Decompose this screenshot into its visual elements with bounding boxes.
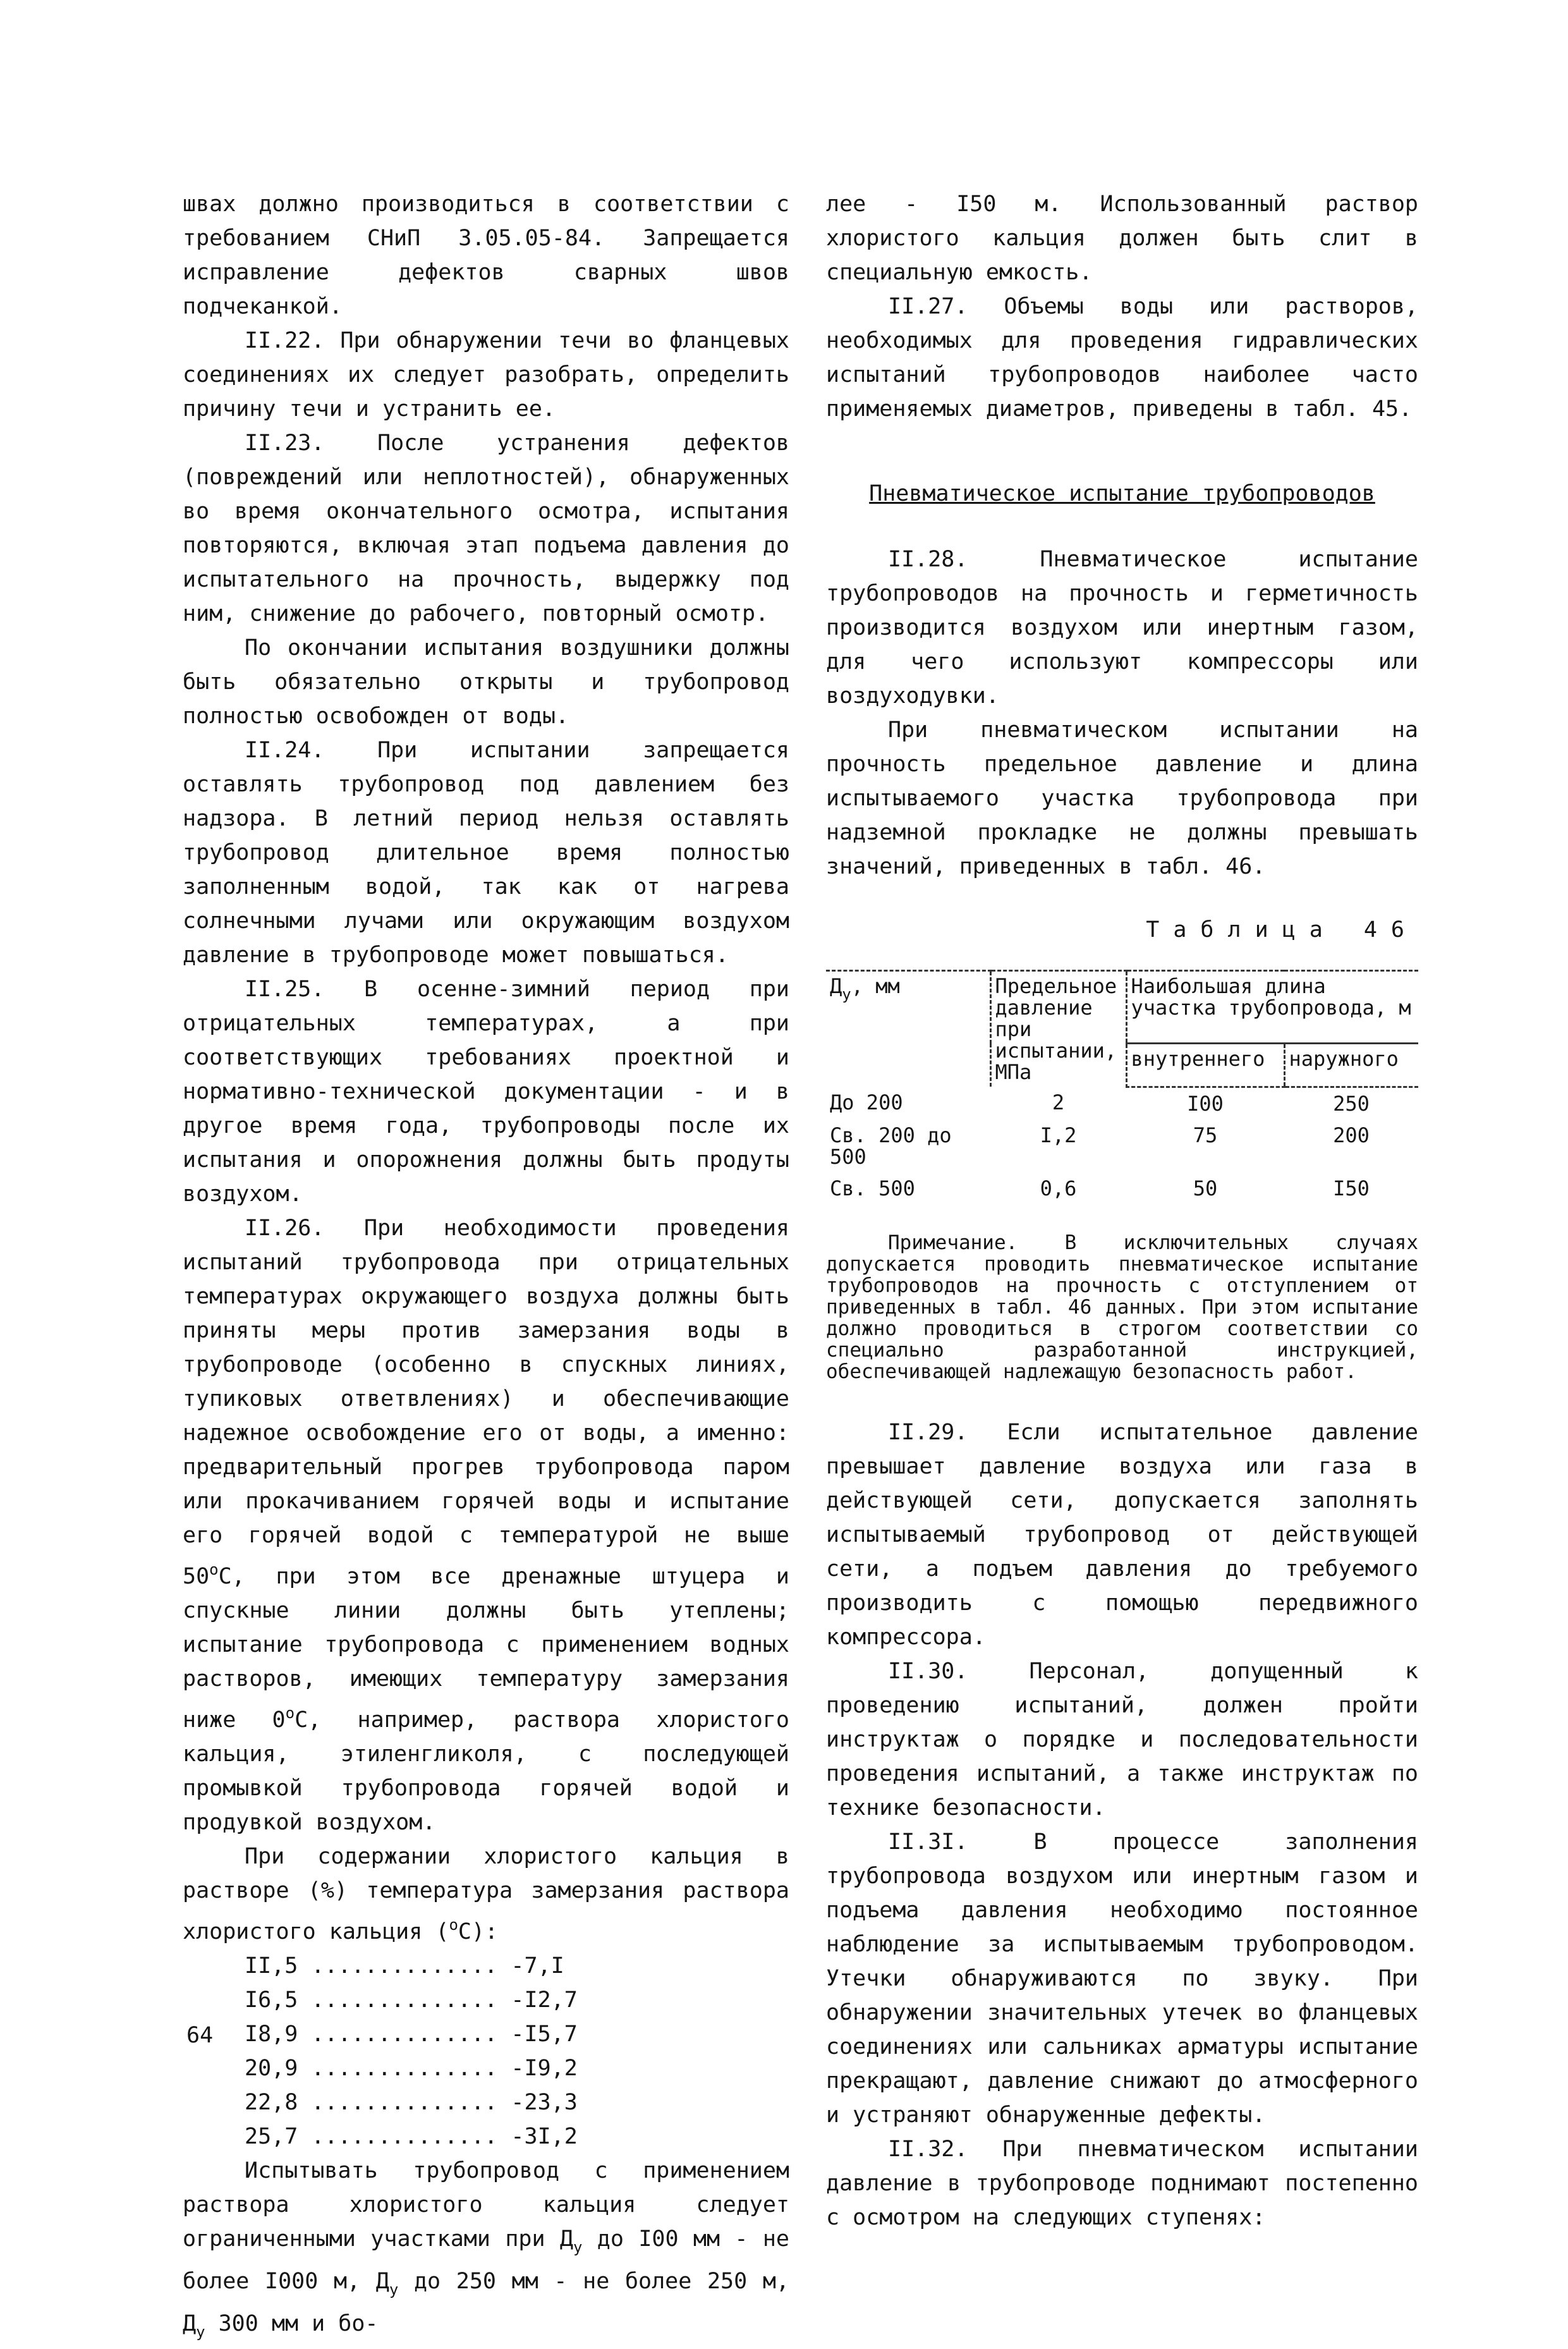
paragraph-11-22: II.22. При обнаружении течи во фланцевых соединениях их следует разобрать, определить причину течи и устранить ее. bbox=[183, 328, 789, 422]
p26-text-b: С, при этом все дренажные штуцера и спускные линии должны быть утеплены; испытание трубопровода с применением водных растворов, имеющих температуру замерзания ниже 0 bbox=[183, 1564, 789, 1733]
table-row: Св. 500 0,6 50 I50 bbox=[830, 1176, 1370, 1200]
subscript-y: у bbox=[573, 2238, 583, 2256]
list-item: 20,9 .............. -I9,2 bbox=[245, 2056, 578, 2081]
table-note: Примечание. В исключительных случаях допускается проводить пневматическое испытание трубопроводов на прочность с отступлением от приведенных в табл. 46 данных. При этом испытание должно проводиться в строгом соответствии со специально разработанной инструкцией, обеспечивающей надлежащую безопасность работ. bbox=[826, 1231, 1418, 1383]
degree-sign: о bbox=[285, 1704, 295, 1722]
freeze-text-a: При содержании хлористого кальция в растворе (%) температура замерзания раствора хлористого кальция ( bbox=[183, 1844, 789, 1944]
paragraph-pressure-limits: При пневматическом испытании на прочность предельное давление и длина испытываемого участка трубопровода при надземной прокладке не должны превышать значений, приведенных в табл. 46. bbox=[826, 717, 1418, 879]
list-item: I6,5 .............. -I2,7 bbox=[245, 1987, 578, 2013]
list-item: I8,9 .............. -I5,7 bbox=[245, 2022, 578, 2047]
last-text-b: до I00 мм - не более I000 м, Д bbox=[183, 2226, 789, 2294]
header-external: наружного bbox=[1284, 1044, 1418, 1087]
table-caption: Таблица 46 bbox=[1146, 917, 1418, 943]
freeze-list bbox=[183, 1949, 789, 2154]
paragraph-11-24: II.24. При испытании запрещается оставлять трубопровод под давлением без надзора. В летний период нельзя оставлять трубопровод длительное время полностью заполненным водой, так как от нагрева солнечными лучами или окружающим воздухом давление в трубопроводе может повышаться. bbox=[183, 738, 789, 968]
table-46 bbox=[826, 970, 1418, 1204]
last-text-d: 300 мм и бо- bbox=[205, 2311, 379, 2336]
degree-sign: о bbox=[209, 1561, 219, 1578]
list-item: II,5 .............. -7,I bbox=[245, 1953, 564, 1979]
header-dy: $Д_у$, мм bbox=[826, 971, 990, 1087]
paragraph-11-32: II.32. При пневматическом испытании давление в трубопроводе поднимают постепенно с осмотром на следующих ступенях: bbox=[826, 2136, 1418, 2230]
freeze-text-b: С): bbox=[458, 1919, 499, 1944]
paragraph-continuation: лее - I50 м. Использованный раствор хлористого кальция должен быть слит в специальную емкость. bbox=[826, 192, 1418, 285]
page-number: 64 bbox=[186, 2023, 214, 2048]
last-text-a: Испытывать трубопровод с применением раствора хлористого кальция следует ограниченными участками при Д bbox=[183, 2158, 789, 2252]
paragraph-11-25: II.25. В осенне-зимний период при отрицательных температурах, а при соответствующих требованиях проектной и нормативно-технической документации - и в другое время года, трубопроводы после их испытания и опорожнения должны быть продуты воздухом. bbox=[183, 977, 789, 1207]
paragraph-freeze-intro bbox=[183, 1840, 789, 1949]
header-pressure: Предельное давление при испытании, МПа bbox=[990, 971, 1126, 1087]
paragraph-11-28: II.28. Пневматическое испытание трубопроводов на прочность и герметичность производится воздухом или инертным газом, для чего используют компрессоры или воздуходувки. bbox=[826, 547, 1418, 709]
right-column bbox=[826, 187, 1418, 2235]
degree-sign: о bbox=[449, 1916, 458, 1934]
header-internal: внутреннего bbox=[1126, 1044, 1284, 1087]
paragraph-11-26 bbox=[183, 1211, 789, 1840]
table-row: До 200 2 I00 250 bbox=[830, 1090, 1370, 1116]
left-column bbox=[183, 187, 789, 2349]
paragraph-11-31: II.3I. В процессе заполнения трубопровода воздухом или инертным газом и подъема давления необходимо постоянное наблюдение за испытываемым трубопроводом. Утечки обнаруживаются по звуку. При обнаружении значительных утечек во фланцевых соединениях или сальниках арматуры испытание прекращают, давление снижают до атмосферного и устраняют обнаруженные дефекты. bbox=[826, 1829, 1418, 2128]
paragraph-11-30: II.30. Персонал, допущенный к проведению испытаний, должен пройти инструктаж о порядке и последовательности проведения испытаний, а также инструктаж по технике безопасности. bbox=[826, 1658, 1418, 1821]
subscript-y: у bbox=[196, 2323, 205, 2341]
header-length: Наибольшая длина участка трубопровода, м bbox=[1126, 971, 1418, 1044]
last-text-c: до 250 мм - не более 250 м, Д bbox=[183, 2269, 789, 2336]
list-item: 22,8 .............. -23,3 bbox=[245, 2090, 578, 2115]
paragraph-air-vents: По окончании испытания воздушники должны быть обязательно открыты и трубопровод полностью освобожден от воды. bbox=[183, 635, 789, 729]
table-row: Св. 200 до 500 I,2 75 200 bbox=[830, 1123, 1370, 1169]
paragraph-11-23: II.23. После устранения дефектов (повреждений или неплотностей), обнаруженных во время окончательного осмотра, испытания повторяются, включая этап подъема давления до испытательного на прочность, выдержку под ним, снижение до рабочего, повторный осмотр. bbox=[183, 430, 789, 626]
paragraph-limited-sections bbox=[183, 2154, 789, 2349]
section-heading: Пневматическое испытание трубопроводов bbox=[869, 481, 1375, 506]
list-item: 25,7 .............. -3I,2 bbox=[245, 2124, 578, 2149]
subscript-y: у bbox=[389, 2281, 399, 2298]
paragraph-welds: швах должно производиться в соответствии с требованием СНиП 3.05.05-84. Запрещается исправление дефектов сварных швов подчеканкой. bbox=[183, 192, 789, 319]
p26-text-a: II.26. При необходимости проведения испытаний трубопровода при отрицательных температурах окружающего воздуха должны быть приняты меры против замерзания воды в трубопроводе (особенно в спускных линиях, тупиковых ответвлениях) и обеспечивающие надежное освобождение его от воды, а именно: предварительный прогрев трубопровода паром или прокачиванием горячей воды и испытание его горячей водой с температурой не выше 50 bbox=[183, 1216, 789, 1589]
p26-text-c: С, например, раствора хлористого кальция, этиленгликоля, с последующей промывкой трубопровода горячей водой и продувкой воздухом. bbox=[183, 1707, 789, 1835]
paragraph-11-27: II.27. Объемы воды или растворов, необходимых для проведения гидравлических испытаний трубопроводов наиболее часто применяемых диаметров, приведены в табл. 45. bbox=[826, 294, 1418, 422]
paragraph-11-29: II.29. Если испытательное давление превышает давление воздуха или газа в действующей сети, допускается заполнять испытываемый трубопровод от действующей сети, а подъем давления до требуемого производить с помощью передвижного компрессора. bbox=[826, 1419, 1418, 1650]
